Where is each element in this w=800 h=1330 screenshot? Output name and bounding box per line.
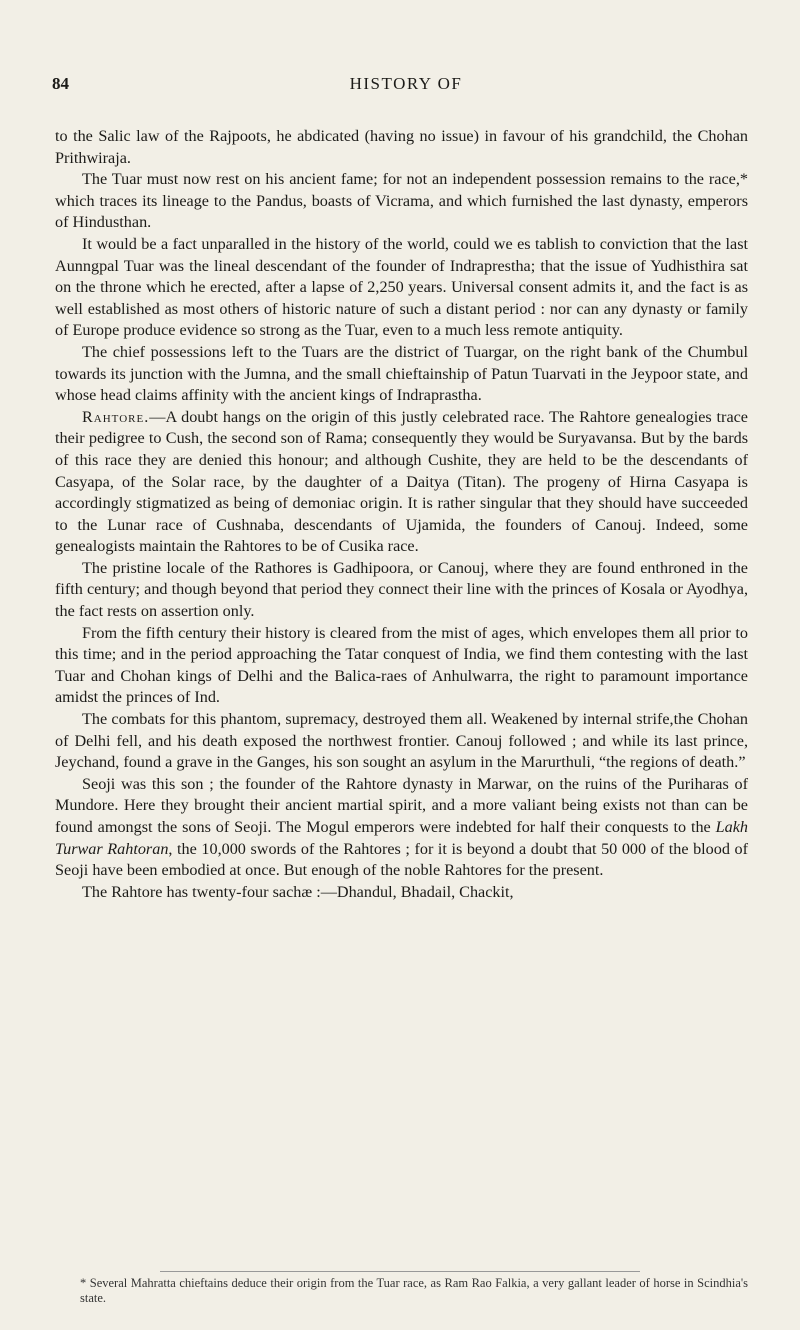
paragraph: Seoji was this son ; the founder of the Rahtore dynasty in Marwar, on the ruins of the Puriharas of Mundore. Here they brought their ancient martial spirit, and a more valiant being exists not than can be found amongst the sons of Seoji. The Mogul emperors were indebted for half their conquests to the Lakh Turwar Rahtoran, the 10,000 swords of the Rahtores ; for it is beyond a doubt that 50 000 of the blood of Seoji have been embodied at once. But enough of the noble Rahtores for the present. <box>55 774 748 880</box>
body-text <box>55 126 748 903</box>
paragraph: The chief possessions left to the Tuars are the district of Tuargar, on the right bank of the Chumbul towards its junction with the Jumna, and the small chieftainship of Patun Tuarvati in the Jeypoor state, and whose head claims affinity with the ancient kings of Indraprastha. <box>55 342 748 405</box>
footnote-divider <box>160 1271 640 1272</box>
section-lead: Rahtore. <box>82 407 150 426</box>
footnote: * Several Mahratta chieftains deduce their origin from the Tuar race, as Ram Rao Falkia, a very gallant leader of horse in Scindhia's state. <box>80 1276 748 1305</box>
paragraph: The pristine locale of the Rathores is Gadhipoora, or Canouj, where they are found enthroned in the fifth century; and though beyond that period they connect their line with the princes of Kosala or Ayodhya, the fact rests on assertion only. <box>55 558 748 621</box>
page-number: 84 <box>52 74 69 93</box>
paragraph: The Rahtore has twenty-four sachæ :—Dhandul, Bhadail, Chackit, <box>82 882 514 901</box>
running-head: HISTORY OF <box>349 74 463 93</box>
paragraph: The Tuar must now rest on his ancient fame; for not an independent possession remains to the race,* which traces its lineage to the Pandus, boasts of Vicrama, and which furnished the last dynasty, emperors of Hindusthan. <box>55 170 748 232</box>
page-header <box>52 74 760 104</box>
paragraph: It would be a fact unparalled in the history of the world, could we es tablish to conviction that the last Aunngpal Tuar was the lineal descendant of the founder of Indraprestha; that the issue of Yudhisthira sat on the throne which he erected, after a lapse of 2,250 years. Universal consent admits it, and the fact is as well established as most others of historic nature of such a distant period : nor can any dynasty or family of Europe produce evidence so strong as the Tuar, even to a much less remote antiquity. <box>55 234 748 340</box>
paragraph: Rahtore.—A doubt hangs on the origin of this justly celebrated race. The Rahtore genealogies trace their pedigree to Cush, the second son of Rama; consequently they would be Suryavansa. But by the bards of this race they are denied this honour; and although Cushite, they are held to be the descendants of Casyapa, of the Solar race, by the daughter of a Daitya (Titan). The progeny of Hirna Casyapa is accordingly stigmatized as being of demoniac origin. It is rather singular that they should have succeeded to the Lunar race of Cushnaba, descendants of Ujamida, the founders of Canouj. Indeed, some genealogists maintain the Rahtores to be of Cusika race. <box>55 407 748 556</box>
paragraph: From the fifth century their history is cleared from the mist of ages, which envelopes them all prior to this time; and in the period approaching the Tatar conquest of India, we find them contesting with the last Tuar and Chohan kings of Delhi and the Balica-raes of Anhulwarra, the right to paramount importance amidst the princes of Ind. <box>55 623 748 707</box>
paragraph: The combats for this phantom, supremacy, destroyed them all. Weakened by internal strife,the Chohan of Delhi fell, and his death exposed the northwest frontier. Canouj followed ; and while its last prince, Jeychand, found a grave in the Ganges, his son sought an asylum in the Marurthuli, “the regions of death.” <box>55 710 748 772</box>
paragraph: to the Salic law of the Rajpoots, he abdicated (having no issue) in favour of his grandchild, the Chohan Prithwiraja. <box>55 127 748 167</box>
italic-phrase: Lakh Turwar Rahtoran <box>55 818 748 858</box>
